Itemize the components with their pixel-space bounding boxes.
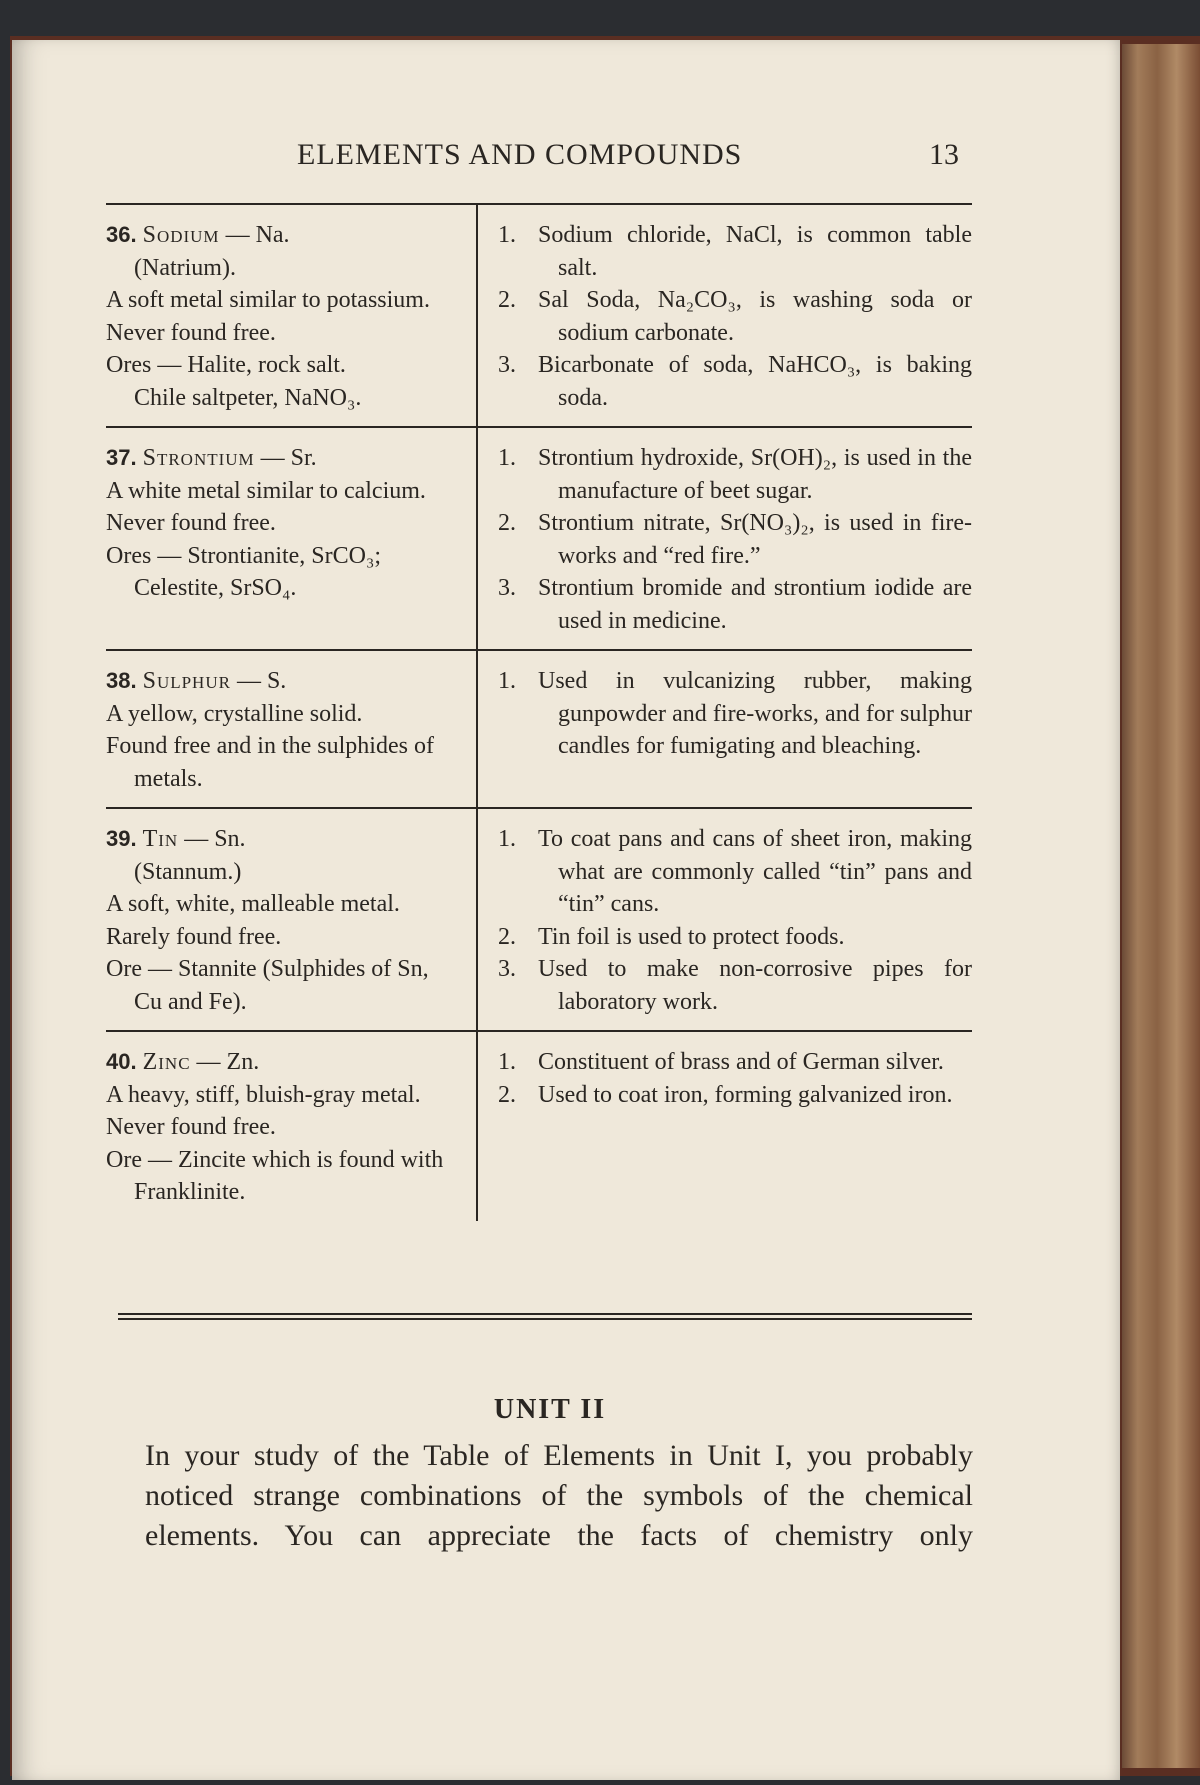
use-number: 2. xyxy=(498,287,516,313)
element-description-cell xyxy=(106,651,478,807)
use-text: To coat pans and cans of sheet iron, making what are commonly called “tin” pans and “tin” cans. xyxy=(538,826,972,917)
use-item xyxy=(498,665,972,763)
element-symbol: — S. xyxy=(236,668,287,694)
entry-number: 36. xyxy=(106,222,137,247)
use-text: Strontium hydroxide, Sr(OH)₂, is used in the manufacture of beet sugar. xyxy=(538,445,972,504)
element-uses-cell xyxy=(478,428,972,649)
element-property: A white metal similar to calcium. xyxy=(106,477,426,504)
use-number: 1. xyxy=(498,222,516,248)
use-number: 3. xyxy=(498,352,516,378)
element-property: A soft, white, malleable metal. xyxy=(106,891,400,917)
entry-number: 38. xyxy=(106,668,137,693)
element-row xyxy=(106,1030,972,1221)
element-symbol: — Sr. xyxy=(260,445,317,471)
use-item xyxy=(498,953,972,1018)
element-name: Zinc xyxy=(142,1049,191,1075)
table-bottom-rule xyxy=(118,1313,972,1320)
entry-number: 39. xyxy=(106,826,137,851)
use-text: Sodium chloride, NaCl, is common table salt. xyxy=(538,222,972,281)
element-title xyxy=(106,1046,460,1079)
entry-number: 37. xyxy=(106,445,137,470)
element-description-cell xyxy=(106,809,478,1030)
element-uses-cell xyxy=(478,651,972,807)
element-row xyxy=(106,807,972,1030)
page-header xyxy=(0,138,1200,178)
use-item xyxy=(498,219,972,284)
unit-heading: UNIT II xyxy=(493,1394,607,1425)
element-property: Never found free. xyxy=(106,510,276,536)
element-property: (Stannum.) xyxy=(134,858,242,885)
element-name: Sodium xyxy=(142,222,220,248)
use-number: 1. xyxy=(498,668,516,694)
element-property: Ores — Strontianite, SrCO₃; Celestite, SrSO₄. xyxy=(106,542,382,601)
use-text: Strontium bromide and strontium iodide are used in medicine. xyxy=(538,575,972,634)
element-title xyxy=(106,665,460,698)
element-property: Never found free. xyxy=(106,319,276,346)
element-property: Chile saltpeter, NaNO₃. xyxy=(134,384,362,411)
element-property: A heavy, stiff, bluish-gray metal. xyxy=(106,1081,421,1108)
use-item xyxy=(498,507,972,572)
element-description-cell xyxy=(106,1032,478,1221)
element-row xyxy=(106,649,972,807)
element-symbol: — Sn. xyxy=(184,826,246,852)
element-uses-cell xyxy=(478,809,972,1030)
element-property: Ores — Halite, rock salt. xyxy=(106,352,346,378)
element-symbol: — Na. xyxy=(225,222,290,248)
element-property: A yellow, crystalline solid. xyxy=(106,700,363,727)
element-property: Never found free. xyxy=(106,1114,276,1140)
element-title xyxy=(106,442,460,475)
use-number: 1. xyxy=(498,1049,516,1075)
running-head: ELEMENTS AND COMPOUNDS xyxy=(297,138,743,171)
use-number: 2. xyxy=(498,1081,516,1108)
element-title xyxy=(106,823,460,856)
use-text: Used to make non-corrosive pipes for laboratory work. xyxy=(538,956,972,1015)
use-item xyxy=(498,442,972,507)
element-symbol: — Zn. xyxy=(196,1049,260,1075)
use-item xyxy=(498,1046,972,1079)
element-name: Tin xyxy=(142,826,179,852)
element-uses-cell xyxy=(478,205,972,426)
element-property: (Natrium). xyxy=(134,254,236,281)
use-text: Used in vulcanizing rubber, making gunpowder and fire-works, and for sulphur candles for fumigating and bleaching. xyxy=(538,668,972,759)
use-text: Used to coat iron, forming galvanized iron. xyxy=(538,1081,953,1108)
use-item xyxy=(498,823,972,921)
use-item xyxy=(498,921,972,954)
use-item xyxy=(498,572,972,637)
element-name: Sulphur xyxy=(142,668,231,694)
element-uses-cell xyxy=(478,1032,972,1221)
use-text: Sal Soda, Na₂CO₃, is washing soda or sodium carbonate. xyxy=(538,287,972,346)
use-number: 1. xyxy=(498,445,516,471)
use-number: 3. xyxy=(498,956,516,982)
page-edge xyxy=(1122,44,1200,1768)
element-property: Ore — Stannite (Sulphides of Sn, Cu and Fe). xyxy=(106,956,429,1015)
use-number: 2. xyxy=(498,510,516,536)
use-text: Strontium nitrate, Sr(NO₃)₂, is used in fire-works and “red fire.” xyxy=(538,510,972,569)
element-description-cell xyxy=(106,428,478,649)
element-property: A soft metal similar to potassium. xyxy=(106,287,430,313)
element-property: Ore — Zincite which is found with Franklinite. xyxy=(106,1146,444,1205)
element-title xyxy=(106,219,460,252)
use-text: Constituent of brass and of German silver. xyxy=(538,1049,944,1075)
element-description-cell xyxy=(106,205,478,426)
use-item xyxy=(498,349,972,414)
use-number: 3. xyxy=(498,575,516,601)
use-item xyxy=(498,1079,972,1112)
use-number: 2. xyxy=(498,923,516,950)
element-property: Found free and in the sulphides of metals. xyxy=(106,733,434,792)
element-name: Strontium xyxy=(142,445,255,471)
element-row xyxy=(106,205,972,426)
entry-number: 40. xyxy=(106,1049,137,1074)
use-item xyxy=(498,284,972,349)
use-text: Tin foil is used to protect foods. xyxy=(538,923,845,950)
elements-table xyxy=(106,203,972,1221)
page-number: 13 xyxy=(929,138,959,171)
body-paragraph: In your study of the Table of Elements in Unit I, you probably noticed strange combinations of the symbols of the chemical elements. You can appreciate the facts of chemistry only xyxy=(145,1439,973,1552)
element-row xyxy=(106,426,972,649)
use-text: Bicarbonate of soda, NaHCO₃, is baking soda. xyxy=(538,352,972,411)
element-property: Rarely found free. xyxy=(106,923,282,950)
use-number: 1. xyxy=(498,826,516,852)
